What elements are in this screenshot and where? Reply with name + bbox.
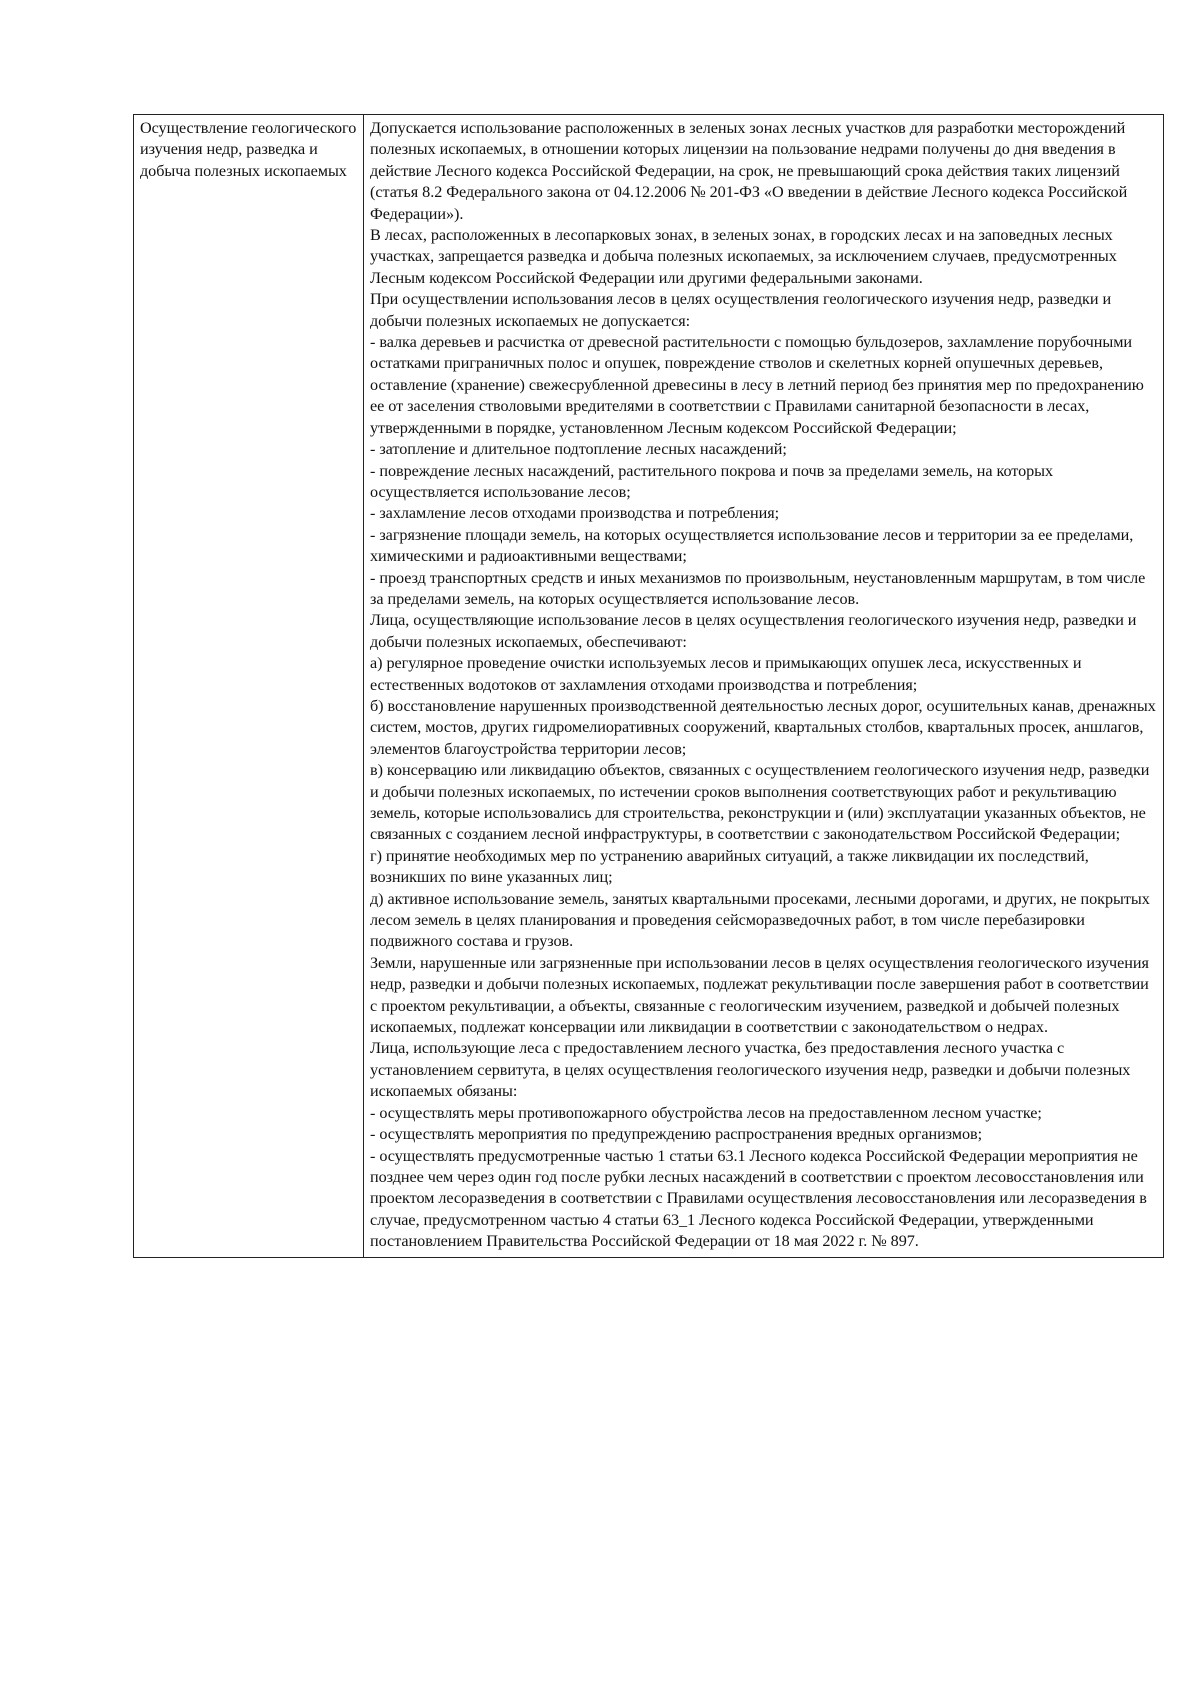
requirement-paragraph: Лица, осуществляющие использование лесов в целях осуществления геологического изучения недр, разведки и добычи полезных ископаемых, обеспечивают: bbox=[370, 611, 1137, 651]
requirement-paragraph: Лица, использующие леса с предоставлением лесного участка, без предоставления лесного участка с установлением сервитута, в целях осуществления геологического изучения недр, разведки и добычи полезных ископаемых обязаны: bbox=[370, 1039, 1131, 1101]
requirement-list-item: - осуществлять мероприятия по предупреждению распространения вредных организмов; bbox=[370, 1125, 983, 1144]
activity-type-cell bbox=[134, 115, 364, 1258]
requirement-list-item: - проезд транспортных средств и иных механизмов по произвольным, неустановленным маршрутам, в том числе за пределами земель, на которых осуществляется использование лесов. bbox=[370, 568, 1146, 608]
requirement-list-item: - повреждение лесных насаждений, растительного покрова и почв за пределами земель, на которых осуществляется использование лесов; bbox=[370, 461, 1054, 501]
requirement-list-item: - загрязнение площади земель, на которых осуществляется использование лесов и территории за ее пределами, химическими и радиоактивными веществами; bbox=[370, 525, 1134, 566]
requirement-paragraph: В лесах, расположенных в лесопарковых зонах, в зеленых зонах, в городских лесах и на заповедных лесных участках, запрещается разведка и добыча полезных ископаемых, за исключением случаев, предусмотренных Лесным кодексом Российской Федерации или другими федеральными законами. bbox=[370, 226, 1117, 287]
regulation-table bbox=[133, 114, 1164, 1258]
requirement-list-item: - осуществлять меры противопожарного обустройства лесов на предоставленном лесном участке; bbox=[370, 1103, 1042, 1122]
requirement-list-item: г) принятие необходимых мер по устранению аварийных ситуаций, а также ликвидации их последствий, возникших по вине указанных лиц; bbox=[370, 846, 1089, 887]
requirement-paragraph: При осуществлении использования лесов в целях осуществления геологического изучения недр, разведки и добычи полезных ископаемых не допускается: bbox=[370, 290, 1112, 330]
requirement-list-item: - осуществлять предусмотренные частью 1 статьи 63.1 Лесного кодекса Российской Федерации мероприятия не позднее чем через один год после рубки лесных насаждений в соответствии с проектом лесовосстановления или проектом лесоразведения в соответствии с Правилами осуществления лесовосстановления или лесоразведения в случае, предусмотренном частью 4 статьи 63_1 Лесного кодекса Российской Федерации, утвержденными постановлением Правительства Российской Федерации от 18 мая 2022 г. № 897. bbox=[370, 1146, 1147, 1251]
requirements-cell bbox=[364, 115, 1164, 1258]
requirement-list-item: б) восстановление нарушенных производственной деятельностью лесных дорог, осушительных канав, дренажных систем, мостов, других гидромелиоративных сооружений, квартальных столбов, квартальных просек, аншлагов, элементов благоустройства территории лесов; bbox=[370, 696, 1156, 758]
requirement-list-item: - валка деревьев и расчистка от древесной растительности с помощью бульдозеров, захламление порубочными остатками приграничных полос и опушек, повреждение стволов и скелетных корней опушечных деревьев, оставление (хранение) свежесрубленной древесины в лесу в летний период без принятия мер по предохранению ее от заселения стволовыми вредителями в соответствии с Правилами санитарной безопасности в лесах, утвержденными в порядке, установленном Лесным кодексом Российской Федерации; bbox=[370, 333, 1144, 437]
requirement-list-item: - захламление лесов отходами производства и потребления; bbox=[370, 504, 780, 523]
requirement-list-item: - затопление и длительное подтопление лесных насаждений; bbox=[370, 440, 787, 459]
requirement-list-item: а) регулярное проведение очистки используемых лесов и примыкающих опушек леса, искусственных и естественных водотоков от захламления отходами производства и потребления; bbox=[370, 654, 1082, 694]
activity-type-text: Осуществление геологического изучения недр, разведка и добыча полезных ископаемых bbox=[140, 119, 357, 180]
requirement-paragraph: Допускается использование расположенных в зеленых зонах лесных участков для разработки месторождений полезных ископаемых, в отношении которых лицензии на пользование недрами получены до дня введения в действие Лесного кодекса Российской Федерации, на срок, не превышающий срока действия таких лицензий (статья 8.2 Федерального закона от 04.12.2006 № 201-ФЗ «О введении в действие Лесного кодекса Российской Федерации»). bbox=[370, 119, 1128, 223]
requirement-list-item: в) консервацию или ликвидацию объектов, связанных с осуществлением геологического изучения недр, разведки и добычи полезных ископаемых, по истечении сроков выполнения соответствующих работ и рекультивацию земель, которые использовались для строительства, реконструкции и (или) эксплуатации указанных объектов, не связанных с созданием лесной инфраструктуры, в соответствии с законодательством Российской Федерации; bbox=[370, 761, 1150, 844]
requirement-list-item: д) активное использование земель, занятых квартальными просеками, лесными дорогами, и других, не покрытых лесом земель в целях планирования и проведения сейсморазведочных работ, в том числе перебазировки подвижного состава и грузов. bbox=[370, 889, 1150, 951]
table-row bbox=[134, 115, 1164, 1258]
requirement-paragraph: Земли, нарушенные или загрязненные при использовании лесов в целях осуществления геологического изучения недр, разведки и добычи полезных ископаемых, подлежат рекультивации после завершения работ в соответствии с проектом рекультивации, а объекты, связанные с геологическим изучением, разведкой и добычей полезных ископаемых, подлежат консервации или ликвидации в соответствии с законодательством о недрах. bbox=[370, 953, 1149, 1037]
